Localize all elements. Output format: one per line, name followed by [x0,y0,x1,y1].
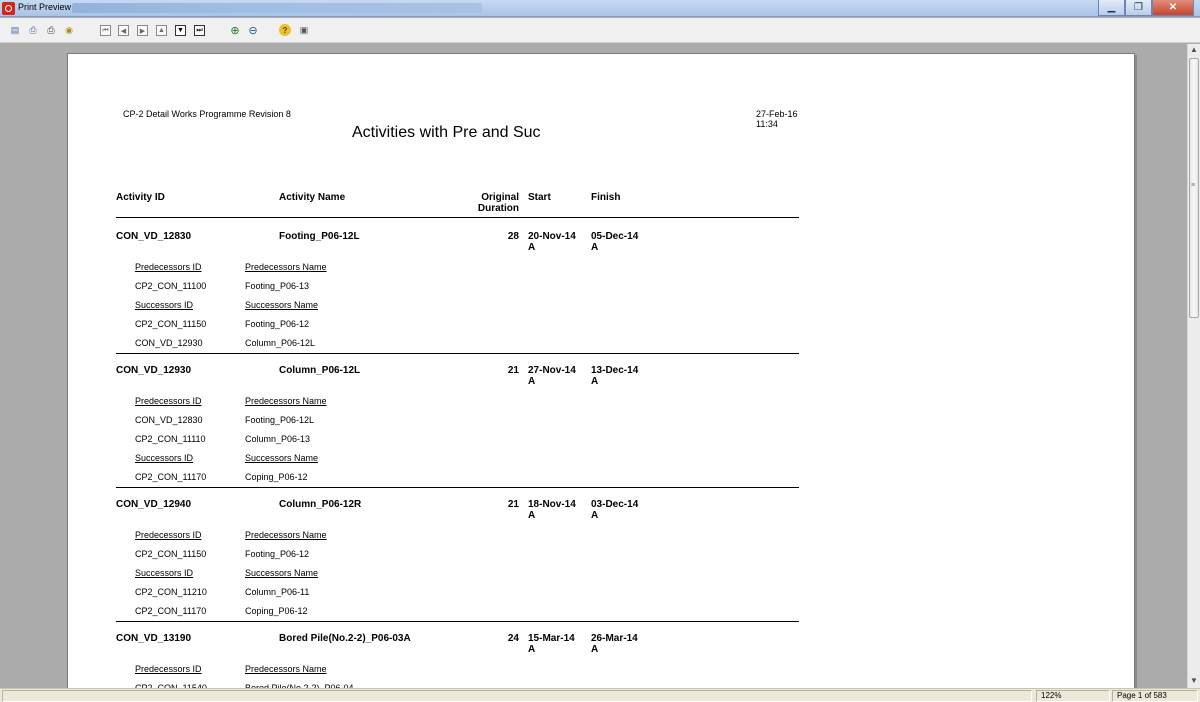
start-date: 15-Mar-14 [528,633,575,644]
predecessor-name: Footing_P06-13 [245,281,310,291]
activity-name: Footing_P06-12L [279,231,360,242]
predecessor-name: Column_P06-13 [245,434,311,444]
successors-id-label: Successors ID [135,568,194,578]
activity-duration: 24 [507,633,519,644]
successor-name: Column_P06-12L [245,338,316,348]
successor-name: Coping_P06-12 [245,472,308,482]
predecessors-name-label: Predecessors Name [245,530,327,540]
activity-duration: 21 [507,499,519,510]
page-down-icon[interactable]: ▼ [175,25,186,36]
successors-name-label: Successors Name [245,300,319,310]
vertical-scrollbar[interactable] [1187,44,1200,688]
predecessors-id-label: Predecessors ID [135,664,202,674]
activity-start [528,365,588,387]
previous-page-icon[interactable]: ◀ [118,25,129,36]
start-date: 27-Nov-14 [528,365,576,376]
close-icon: ✕ [1168,2,1178,13]
duration-header-line1: Original [481,192,519,203]
last-page-icon[interactable]: ⏭ [194,25,205,36]
activity-start [528,633,588,655]
start-flag: A [528,510,536,521]
predecessors-id-label: Predecessors ID [135,396,202,406]
first-page-icon[interactable]: ⏮ [100,25,111,36]
oracle-logo-icon [2,2,15,15]
activity-block [116,231,799,365]
activity-finish [591,231,651,253]
activity-duration: 28 [507,231,519,242]
successors-id-label: Successors ID [135,453,194,463]
duration-header-line2: Duration [477,203,519,214]
report-page [67,53,1135,702]
exit-icon[interactable]: ▣ [299,25,309,35]
page-setup-icon[interactable]: ▤ [10,25,20,35]
minimize-button[interactable] [1098,0,1125,16]
activity-id: CON_VD_13190 [116,633,192,644]
status-bar [0,688,1200,702]
successor-id: CON_VD_12930 [135,338,203,348]
successor-id: CP2_CON_11170 [135,606,207,616]
successors-id-label: Successors ID [135,300,194,310]
predecessor-id: CP2_CON_11100 [135,281,207,291]
activity-finish [591,633,651,655]
scroll-grip-icon: ≡ [1191,182,1196,189]
window-title: Print Preview [18,2,72,12]
status-message [2,690,1032,702]
start-date: 20-Nov-14 [528,231,576,242]
predecessor-id: CON_VD_12830 [135,415,203,425]
activity-block [116,499,799,633]
start-flag: A [528,242,536,253]
activity-start [528,231,588,253]
window-subtitle-bar [72,3,482,13]
finish-date: 13-Dec-14 [591,365,639,376]
finish-flag: A [591,644,599,655]
activity-block [116,365,799,499]
report-date: 27-Feb-16 11:34 [756,109,798,129]
header-divider [116,217,799,218]
successor-name: Footing_P06-12 [245,319,310,329]
activity-divider [116,487,799,488]
maximize-icon: ❐ [1134,2,1143,13]
zoom-out-icon[interactable]: ⊖ [248,25,258,37]
activity-duration: 21 [507,365,519,376]
successor-id: CP2_CON_11150 [135,319,207,329]
start-date: 18-Nov-14 [528,499,576,510]
zoom-level: 122% [1036,690,1110,702]
activity-finish [591,365,651,387]
column-header-finish: Finish [591,192,621,203]
window-controls [1098,0,1194,16]
finish-date: 26-Mar-14 [591,633,638,644]
activity-finish [591,499,651,521]
finish-flag: A [591,376,599,387]
print-setup-icon[interactable]: ⎙ [29,25,37,35]
predecessors-name-label: Predecessors Name [245,396,327,406]
start-flag: A [528,644,536,655]
scroll-up-icon[interactable]: ▲ [1190,45,1198,54]
maximize-button[interactable] [1125,0,1152,16]
scroll-down-icon[interactable]: ▼ [1190,676,1198,685]
activity-id: CON_VD_12940 [116,499,192,510]
page-indicator: Page 1 of 583 [1112,690,1198,702]
activity-name: Column_P06-12L [279,365,361,376]
column-header-duration [473,192,519,214]
close-button[interactable] [1152,0,1194,16]
help-icon[interactable]: ? [279,24,291,36]
activity-divider [116,621,799,622]
zoom-in-icon[interactable]: ⊕ [230,25,240,37]
successors-name-label: Successors Name [245,568,319,578]
activity-divider [116,353,799,354]
finish-flag: A [591,242,599,253]
predecessors-id-label: Predecessors ID [135,262,202,272]
activity-id: CON_VD_12930 [116,365,192,376]
predecessor-id: CP2_CON_11110 [135,434,206,444]
predecessor-name: Footing_P06-12L [245,415,315,425]
next-page-icon[interactable]: ▶ [137,25,148,36]
minimize-icon: ▁ [1107,2,1116,13]
page-up-icon[interactable]: ▲ [156,25,167,36]
column-header-activity-name: Activity Name [279,192,346,203]
project-name: CP-2 Detail Works Programme Revision 8 [123,109,291,119]
predecessors-name-label: Predecessors Name [245,664,327,674]
predecessors-name-label: Predecessors Name [245,262,327,272]
toolbar [0,18,1200,43]
successor-id: CP2_CON_11170 [135,472,207,482]
finish-flag: A [591,510,599,521]
activity-name: Bored Pile(No.2-2)_P06-03A [279,633,411,644]
predecessor-name: Footing_P06-12 [245,549,310,559]
successors-name-label: Successors Name [245,453,319,463]
start-flag: A [528,376,536,387]
options-icon[interactable]: ◉ [65,25,73,35]
preview-workspace[interactable] [0,44,1187,688]
successor-id: CP2_CON_11210 [135,587,207,597]
finish-date: 05-Dec-14 [591,231,639,242]
activity-start [528,499,588,521]
predecessor-id: CP2_CON_11150 [135,549,207,559]
finish-date: 03-Dec-14 [591,499,639,510]
activity-name: Column_P06-12R [279,499,362,510]
title-bar[interactable] [0,0,1200,17]
print-icon[interactable]: ⎙ [47,25,55,35]
successor-name: Column_P06-11 [245,587,310,597]
predecessors-id-label: Predecessors ID [135,530,202,540]
report-body [116,54,806,702]
column-header-start: Start [528,192,551,203]
column-header-activity-id: Activity ID [116,192,165,203]
successor-name: Coping_P06-12 [245,606,308,616]
report-title: Activities with Pre and Suc [352,124,541,141]
activity-id: CON_VD_12830 [116,231,192,242]
